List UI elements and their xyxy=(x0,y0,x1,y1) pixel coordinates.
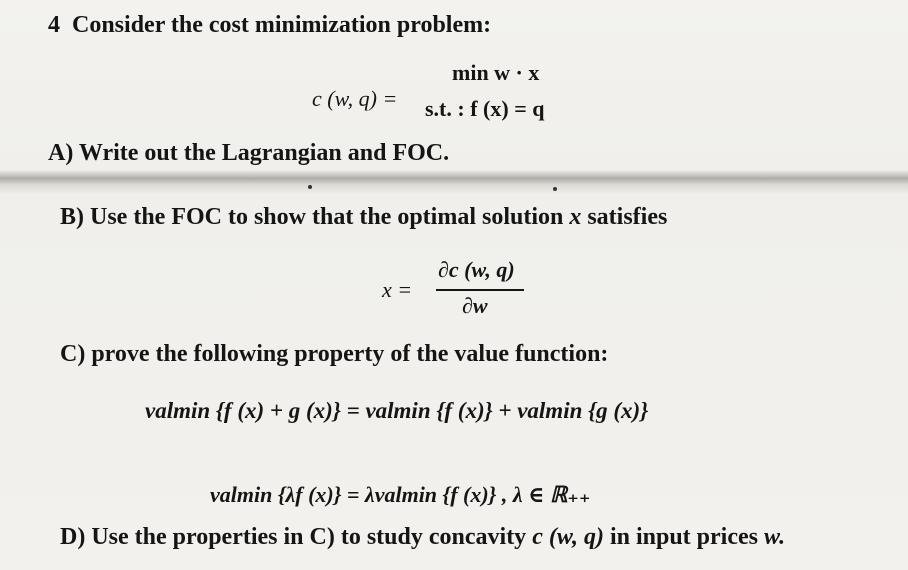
equation-b-numerator: ∂c (w, q) xyxy=(438,257,515,282)
constraint-line: s.t. : f (x) = q xyxy=(425,96,545,121)
part-d-text: D) Use the properties in C) to study concavity xyxy=(60,524,527,550)
part-b-end: satisfies xyxy=(587,204,668,230)
problem-number: 4 xyxy=(48,12,60,38)
part-a: A) Write out the Lagrangian and FOC. xyxy=(48,140,450,166)
property-scaling: valmin {λf (x)} = λvalmin {f (x)} , λ ∈ ℝ₊₊ xyxy=(210,482,591,507)
part-b xyxy=(60,204,667,231)
ink-dot xyxy=(553,187,557,191)
part-b-text: B) Use the FOC to show that the optimal solution xyxy=(60,204,564,230)
part-d-prices: w. xyxy=(763,524,786,550)
problem-heading xyxy=(48,12,491,39)
page-fold-shadow xyxy=(0,170,908,194)
property-sum: valmin {f (x) + g (x)} = valmin {f (x)} + valmin {g (x)} xyxy=(145,398,649,423)
equation-b-lhs: x = xyxy=(382,277,413,302)
part-b-variable: x xyxy=(569,204,582,230)
cost-function-lhs: c (w, q) = xyxy=(312,86,398,111)
problem-intro: Consider the cost minimization problem: xyxy=(72,12,492,38)
objective-line: min w · x xyxy=(452,60,540,85)
part-d-function: c (w, q) xyxy=(532,524,604,550)
part-d xyxy=(60,524,785,551)
part-d-text-2: in input prices xyxy=(609,524,758,550)
equation-b-denominator: ∂w xyxy=(462,293,488,318)
part-c: C) prove the following property of the value function: xyxy=(60,341,609,367)
fraction-bar xyxy=(436,289,524,291)
ink-dot xyxy=(308,185,312,189)
